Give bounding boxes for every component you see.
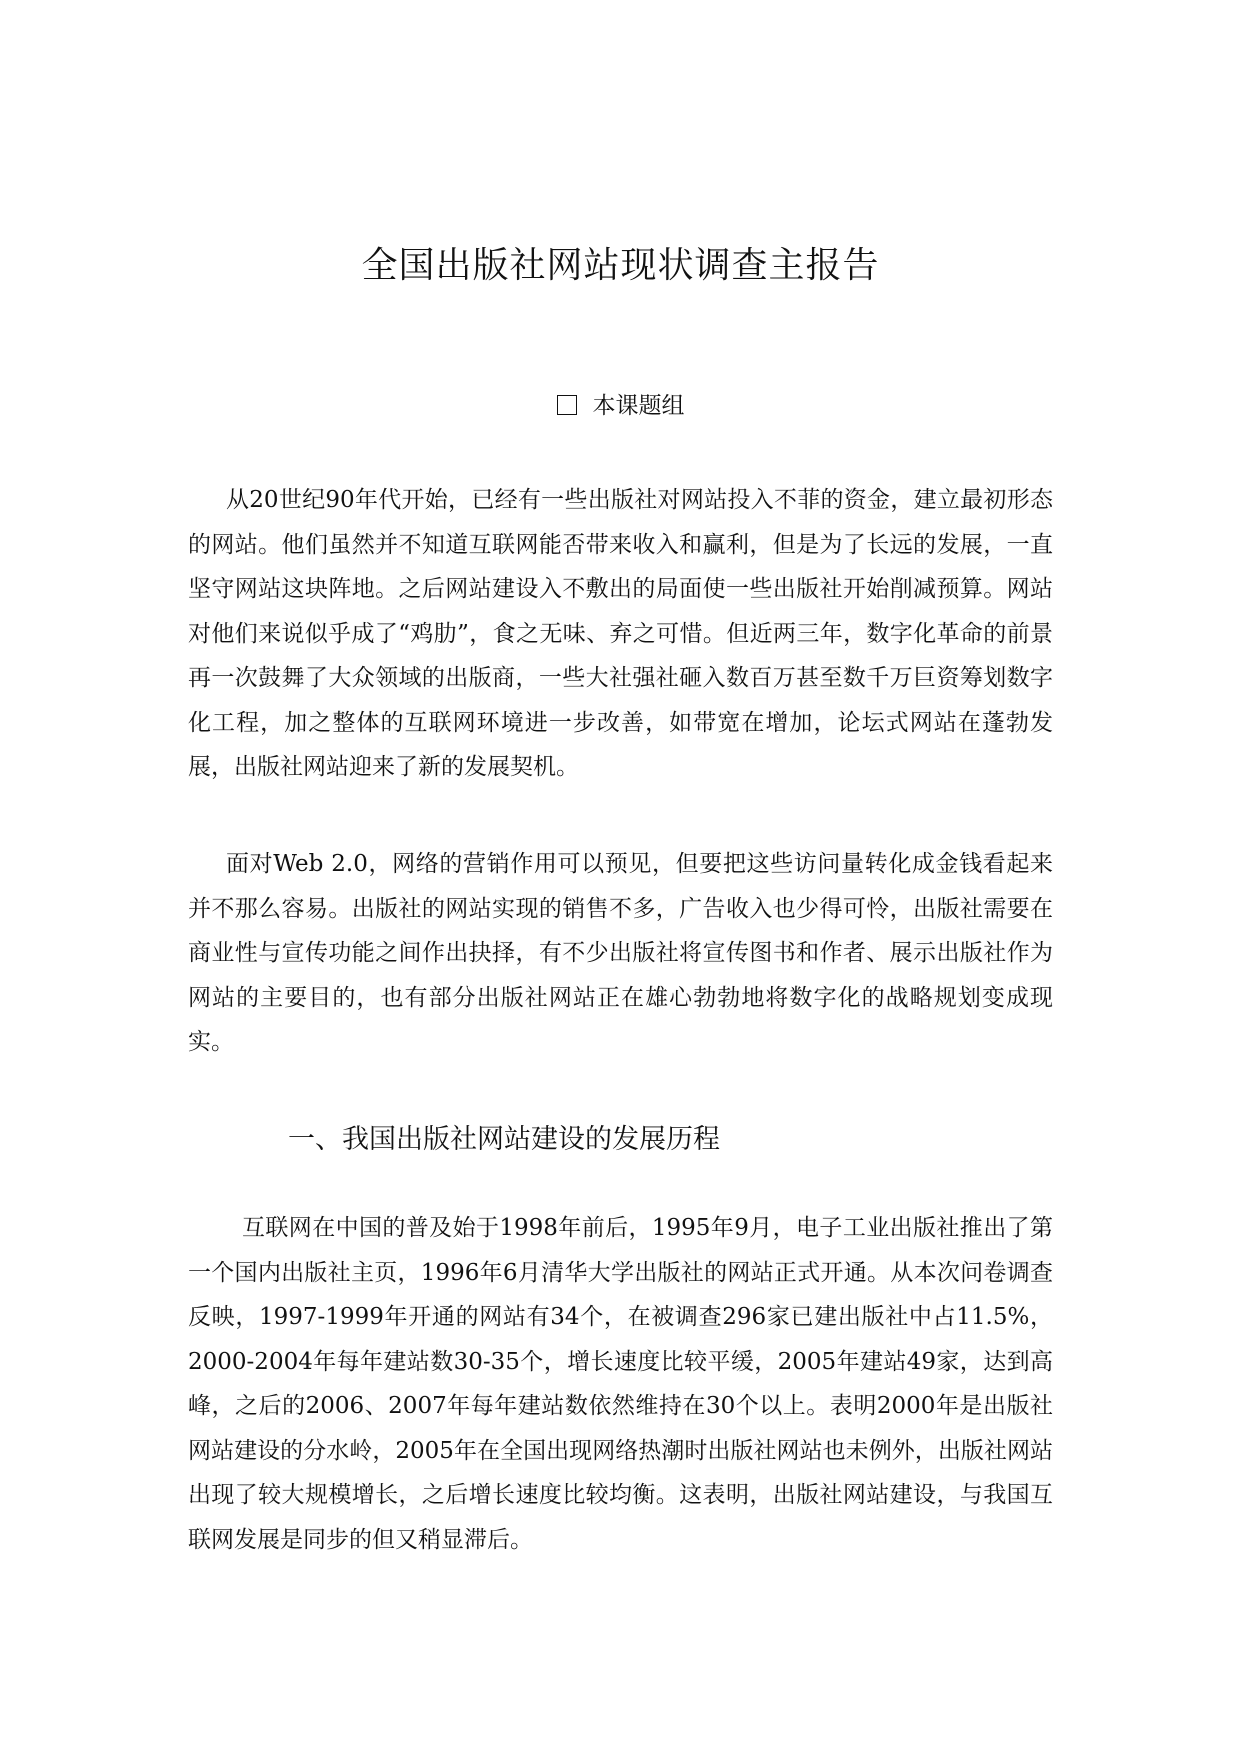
- author-name: 本课题组: [592, 393, 685, 419]
- section-heading: 一、我国出版社网站建设的发展历程: [288, 1124, 720, 1155]
- section-paragraph: 互联网在中国的普及始于1998年前后，1995年9月，电子工业出版社推出了第一个国内出版社主页，1996年6月清华大学出版社的网站正式开通。从本次问卷调查反映，1997-1999年开通的网站有34个，在被调查296家已建出版社中占11.5%，2000-2004年每年建站数30-35个，增长速度比较平缓，2005年建站49家，达到高峰，之后的2006、2007年每年建站数依然维持在30个以上。表明2000年是出版社网站建设的分水岭，2005年在全国出现网络热潮时出版社网站也未例外，出版社网站出现了较大规模增长，之后增长速度比较均衡。这表明，出版社网站建设，与我国互联网发展是同步的但又稍显滞后。: [188, 1215, 1053, 1553]
- author-line: [0, 390, 1241, 422]
- intro-paragraph-1: 从20世纪90年代开始，已经有一些出版社对网站投入不菲的资金，建立最初形态的网站。他们虽然并不知道互联网能否带来收入和赢利，但是为了长远的发展，一直坚守网站这块阵地。之后网站建设入不敷出的局面使一些出版社开始削减预算。网站对他们来说似乎成了“鸡肋”，食之无味、弃之可惜。但近两三年，数字化革命的前景再一次鼓舞了大众领域的出版商，一些大社强社砸入数百万甚至数千万巨资筹划数字化工程，加之整体的互联网环境进一步改善，如带宽在增加，论坛式网站在蓬勃发展，出版社网站迎来了新的发展契机。: [188, 487, 1053, 780]
- intro-paragraph-2: 面对Web 2.0，网络的营销作用可以预见，但要把这些访问量转化成金钱看起来并不那么容易。出版社的网站实现的销售不多，广告收入也少得可怜，出版社需要在商业性与宣传功能之间作出抉择，有不少出版社将宣传图书和作者、展示出版社作为网站的主要目的，也有部分出版社网站正在雄心勃勃地将数字化的战略规划变成现实。: [188, 851, 1053, 1055]
- square-box-icon: [557, 395, 577, 415]
- document-title: 全国出版社网站现状调查主报告: [361, 245, 880, 286]
